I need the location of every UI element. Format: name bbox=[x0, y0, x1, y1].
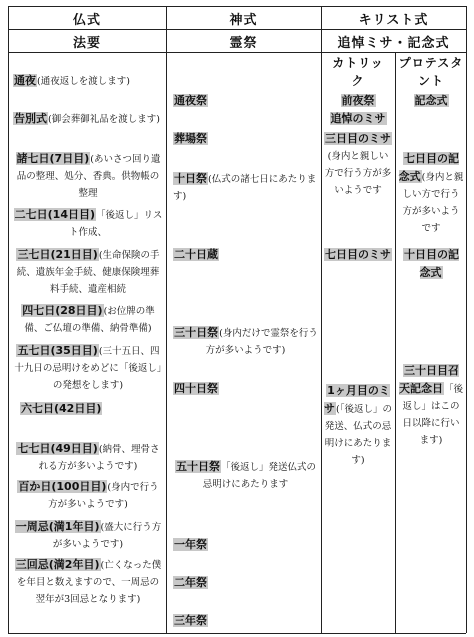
term-label: 追悼のミサ bbox=[330, 112, 386, 125]
term-label: 二十日蔵 bbox=[174, 248, 218, 261]
term-label: 諸七日(7日目) bbox=[16, 152, 90, 165]
term-label: 百か日(100日目) bbox=[18, 480, 107, 493]
header-catholic: カトリック bbox=[332, 56, 384, 88]
list-item bbox=[13, 206, 163, 241]
list-item bbox=[13, 478, 163, 513]
term-desc: 「後返し」リスト作成、 bbox=[68, 210, 163, 238]
term-label: 七日目のミサ bbox=[325, 248, 391, 261]
list-item bbox=[398, 92, 464, 110]
column-divider bbox=[321, 6, 322, 633]
list-item bbox=[173, 130, 318, 148]
term-label: 六七日(42日目) bbox=[21, 402, 102, 415]
list-item bbox=[398, 362, 464, 449]
term-label: 二年祭 bbox=[174, 576, 207, 589]
term-label: 葬場祭 bbox=[174, 132, 207, 145]
list-item bbox=[13, 556, 163, 608]
header-christian-ritual: 追悼ミサ・記念式 bbox=[337, 36, 450, 51]
list-item bbox=[13, 72, 163, 90]
list-item bbox=[13, 342, 163, 394]
list-item bbox=[324, 246, 392, 264]
term-desc: 「後返し」発送仏式の忌明けにあたります bbox=[202, 462, 316, 490]
list-item bbox=[13, 246, 163, 298]
term-label: 三回忌(満2年目) bbox=[15, 558, 100, 571]
term-label: 三十日目召天記念日 bbox=[398, 364, 459, 395]
list-item bbox=[13, 440, 163, 475]
list-item bbox=[398, 150, 464, 237]
term-desc: (身内で行う方が多いようです) bbox=[48, 482, 159, 510]
term-desc: (納骨、埋骨される方が多いようです) bbox=[38, 444, 160, 472]
list-item bbox=[20, 400, 163, 418]
term-label: 通夜祭 bbox=[174, 94, 207, 107]
term-desc: (お位牌の準備、ご仏壇の準備、納骨準備) bbox=[24, 306, 155, 334]
term-desc: (身内と親しい方で行う方が多いようです bbox=[324, 151, 392, 196]
term-label: 通夜 bbox=[14, 74, 36, 87]
header-shinto: 神式 bbox=[229, 13, 258, 28]
header-divider bbox=[8, 29, 466, 30]
term-label: 四七日(28日目) bbox=[22, 304, 103, 317]
term-desc: (仏式の諸七日にあたります) bbox=[173, 174, 317, 202]
list-item bbox=[324, 110, 392, 128]
term-desc: (通夜返しを渡します) bbox=[37, 76, 130, 87]
term-label: 四十日祭 bbox=[174, 382, 218, 395]
term-label: 五七日(35日目) bbox=[17, 344, 98, 357]
table-border-top bbox=[8, 6, 466, 7]
list-item bbox=[173, 380, 318, 398]
term-label: 三七日(21日目) bbox=[17, 248, 98, 261]
term-label: 三日目のミサ bbox=[325, 132, 391, 145]
term-label: 二七日(14日目) bbox=[14, 208, 96, 221]
list-item bbox=[398, 246, 464, 282]
list-item bbox=[173, 574, 318, 592]
term-desc: 「後返し」はこの日以降に行います) bbox=[402, 384, 463, 446]
header-buddhist: 仏式 bbox=[72, 13, 101, 28]
term-desc: (盛大に行う方が多いようです) bbox=[52, 522, 162, 550]
list-item bbox=[173, 246, 318, 264]
term-label: 告別式 bbox=[14, 112, 47, 125]
column-divider bbox=[395, 52, 396, 633]
term-label: 七七日(49日目) bbox=[17, 442, 98, 455]
term-desc: (御会葬御礼品を渡します) bbox=[48, 114, 160, 125]
term-label: 一周忌(満1年目) bbox=[15, 520, 100, 533]
term-desc: (あいさつ回り遺品の整理、処分、香典。供物帳の整理 bbox=[16, 154, 161, 199]
header-protestant: プロテスタント bbox=[398, 56, 464, 88]
header-divider bbox=[8, 52, 466, 53]
header-shinto-ritual: 霊祭 bbox=[229, 36, 258, 51]
term-label: 十日目の記念式 bbox=[404, 248, 459, 279]
list-item bbox=[324, 92, 392, 110]
header-christian: キリスト式 bbox=[358, 13, 429, 28]
term-desc: (身内と親しい方で行う方が多いようです bbox=[402, 172, 464, 234]
column-divider bbox=[166, 6, 167, 633]
term-label: 1ヶ月目のミサ bbox=[324, 384, 390, 415]
term-desc: (三十五日、四十九日の忌明けをめどに「後返し」の発想をします) bbox=[14, 346, 162, 391]
table-border-bottom bbox=[8, 633, 466, 634]
table-border-right bbox=[466, 6, 467, 633]
table-border-left bbox=[8, 6, 9, 633]
term-desc: (生命保険の手続、遺族年金手続、健康保険埋葬料手続、遺産相続 bbox=[16, 250, 160, 295]
term-label: 前夜祭 bbox=[341, 94, 375, 107]
list-item bbox=[173, 324, 318, 359]
list-item bbox=[13, 110, 163, 128]
header-buddhist-ritual: 法要 bbox=[72, 36, 101, 51]
term-label: 五十日祭 bbox=[175, 460, 220, 473]
term-label: 記念式 bbox=[414, 94, 448, 107]
list-item bbox=[324, 130, 392, 199]
term-label: 一年祭 bbox=[174, 538, 207, 551]
term-label: 十日祭 bbox=[174, 172, 207, 185]
list-item bbox=[13, 302, 163, 337]
term-desc: (「後返し」の発送、仏式の忌明けにあたります) bbox=[324, 404, 392, 466]
term-label: 三年祭 bbox=[174, 614, 207, 627]
list-item bbox=[173, 92, 318, 110]
list-item bbox=[324, 382, 392, 469]
term-desc: (身内だけで霊祭を行う方が多いようです) bbox=[205, 328, 318, 356]
list-item bbox=[173, 612, 318, 630]
list-item bbox=[173, 170, 318, 205]
list-item bbox=[13, 518, 163, 553]
list-item bbox=[13, 150, 163, 202]
list-item bbox=[173, 536, 318, 554]
term-desc: (亡くなった僕を年目と数えますので、一周忌の翌年が3回忌となります) bbox=[16, 560, 162, 605]
term-label: 三十日祭 bbox=[174, 326, 219, 339]
term-label: 七日目の記念式 bbox=[398, 152, 459, 183]
list-item bbox=[173, 458, 318, 493]
